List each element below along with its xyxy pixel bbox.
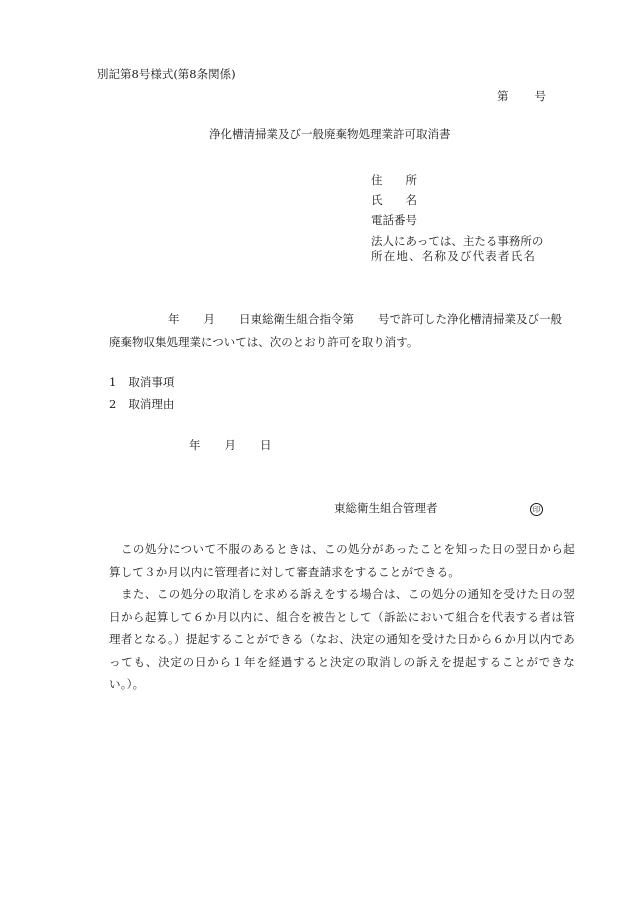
form-label: 別記第8号様式(第8条関係)	[97, 67, 236, 81]
item-number: 2	[109, 397, 117, 411]
seal-mark: 印	[530, 503, 543, 516]
body-line2: 廃棄物収集処理業については、次のとおり許可を取り消す。	[109, 335, 419, 349]
issuer-seal-wrap	[530, 503, 543, 516]
body-day-authority: 日東総衛生組合指令第	[239, 312, 354, 326]
permit-number-line	[497, 91, 546, 103]
number-suffix: 号	[534, 89, 546, 103]
body-month: 月	[203, 312, 215, 326]
item-2	[109, 399, 174, 411]
issuer-name: 東総衛生組合管理者	[334, 501, 438, 515]
body-number-text: 号で許可した浄化槽清掃業及び一般	[378, 312, 562, 326]
date-year: 年	[189, 438, 201, 452]
body-line1	[168, 314, 562, 326]
name-label: 氏 名	[371, 193, 417, 207]
phone-label: 電話番号	[371, 213, 417, 227]
notice-paragraph-1: この処分について不服のあるときは、この処分があったことを知った日の翌日から起算して３か月以内に管理者に対して審査請求をすることができる。	[109, 542, 575, 579]
date-day: 日	[260, 438, 272, 452]
item-label: 取消理由	[128, 397, 175, 411]
corporate-note-line1: 法人にあっては、主たる事務所の	[371, 234, 544, 248]
notice-paragraph-2: また、この処分の取消しを求める訴えをする場合は、この処分の通知を受けた日の翌日から起算して６か月以内に、組合を被告として（訴訟において組合を代表する者は管理者となる。）提起することができる（なお、決定の通知を受けた日から６か月以内であっても、決定の日から１年を経過すると決定の取消しの訴えを提起することができない。）。	[109, 587, 575, 691]
number-prefix: 第	[497, 89, 509, 103]
item-label: 取消事項	[128, 375, 175, 389]
date-month: 月	[224, 438, 236, 452]
item-1	[109, 377, 174, 389]
document-title: 浄化槽清掃業及び一般廃棄物処理業許可取消書	[209, 127, 451, 141]
address-label: 住 所	[371, 173, 417, 187]
date-line	[189, 440, 272, 452]
body-year: 年	[168, 312, 180, 326]
item-number: 1	[109, 375, 117, 389]
corporate-note-line2: 所在地、名称及び代表者氏名	[371, 249, 537, 263]
